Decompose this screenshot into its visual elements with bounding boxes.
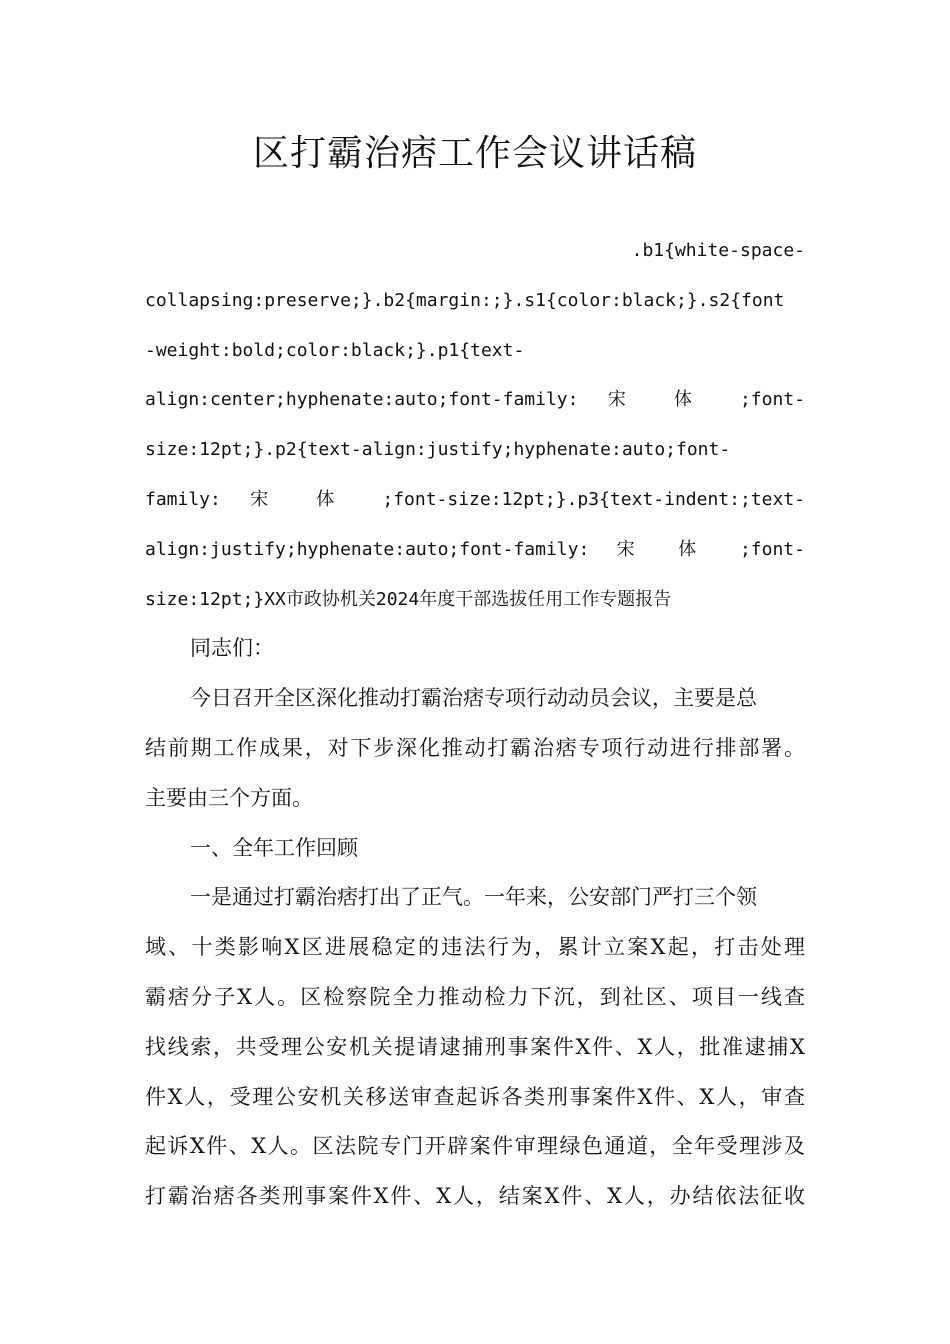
paragraph-line: 找线索，共受理公安机关提请逮捕刑事案件X件、X人，批准逮捕X [145, 1034, 805, 1059]
document-title: 区打霸治痞工作会议讲话稿 [252, 133, 697, 174]
paragraph-line: 域、十类影响X区进展稳定的违法行为，累计立案X起，打击处理 [145, 935, 805, 960]
css-artifact-line: size:12pt;}XX市政协机关2024年度干部选拔任用工作专题报告 [145, 588, 672, 610]
css-artifact-line: size:12pt;}.p2{text-align:justify;hyphenate:auto;font- [145, 439, 731, 461]
css-artifact-line: family: 宋 体 ;font-size:12pt;}.p3{text-indent:;text- [145, 488, 805, 510]
paragraph-line: 今日召开全区深化推动打霸治痞专项行动动员会议，主要是总 [190, 686, 757, 711]
css-artifact-line: -weight:bold;color:black;}.p1{text- [145, 339, 525, 361]
css-artifact-line: align:center;hyphenate:auto;font-family: 宋 体 ;font- [145, 389, 805, 411]
document-body [145, 226, 805, 1222]
section-heading: 一、全年工作回顾 [190, 835, 358, 860]
paragraph-line: 打霸治痞各类刑事案件X件、X人，结案X件、X人，办结依法征收 [145, 1184, 805, 1209]
css-artifact-line: collapsing:preserve;}.b2{margin:;}.s1{color:black;}.s2{font [145, 289, 785, 311]
paragraph-line: 起诉X件、X人。区法院专门开辟案件审理绿色通道，全年受理涉及 [145, 1134, 805, 1159]
css-artifact-line: align:justify;hyphenate:auto;font-family: 宋 体 ;font- [145, 538, 805, 560]
paragraph-line: 结前期工作成果，对下步深化推动打霸治痞专项行动进行排部署。 [145, 735, 805, 760]
greeting: 同志们： [190, 636, 274, 661]
paragraph-line: 件X人，受理公安机关移送审查起诉各类刑事案件X件、X人，审查 [145, 1084, 805, 1109]
paragraph-line: 一是通过打霸治痞打出了正气。一年来，公安部门严打三个领 [190, 885, 757, 910]
paragraph-line: 霸痞分子X人。区检察院全力推动检力下沉，到社区、项目一线查 [145, 984, 805, 1009]
paragraph-line: 主要由三个方面。 [145, 785, 313, 810]
css-artifact-line: .b1{white-space- [631, 240, 805, 261]
